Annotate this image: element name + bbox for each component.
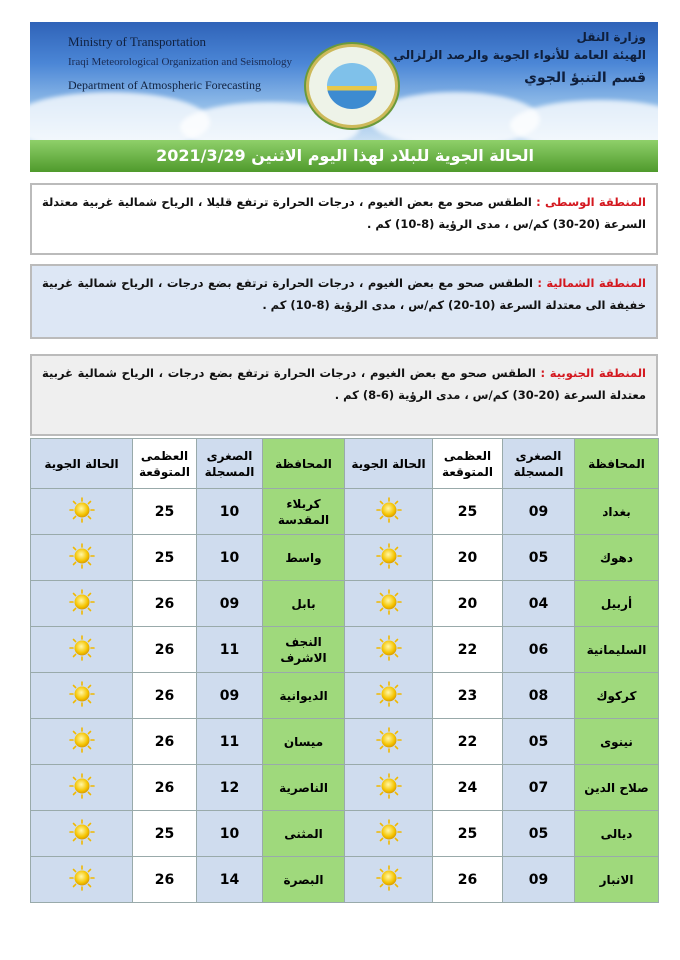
weather-cell — [31, 535, 133, 581]
province-cell: أربيل — [575, 581, 659, 627]
province-cell: صلاح الدين — [575, 765, 659, 811]
sun-icon — [376, 695, 402, 711]
min-temp-cell: 04 — [503, 581, 575, 627]
min-temp-cell: 05 — [503, 811, 575, 857]
department-name-en: Department of Atmospheric Forecasting — [68, 78, 261, 92]
sun-icon — [69, 649, 95, 665]
region-text: الطقس صحو مع بعض الغيوم ، درجات الحرارة ترتفع بضع درجات ، الرياح شمالية غربية معتدلة السرعة (20-30) كم/س ، مدى الرؤية (6-8) كم . — [42, 366, 646, 402]
min-temp-cell: 09 — [503, 857, 575, 903]
weather-cell — [345, 489, 433, 535]
department-name-ar: قسم التنبؤ الجوي — [524, 70, 646, 86]
max-temp-cell: 26 — [133, 673, 197, 719]
sun-icon — [376, 833, 402, 849]
header-province: المحافظة — [263, 439, 345, 489]
min-temp-cell: 09 — [197, 673, 263, 719]
max-temp-cell: 23 — [433, 673, 503, 719]
sun-icon — [69, 511, 95, 527]
min-temp-cell: 12 — [197, 765, 263, 811]
max-temp-cell: 26 — [133, 581, 197, 627]
sun-icon — [69, 833, 95, 849]
sun-icon — [69, 603, 95, 619]
max-temp-cell: 20 — [433, 581, 503, 627]
sun-icon — [376, 787, 402, 803]
province-cell: ديالى — [575, 811, 659, 857]
region-north — [30, 264, 658, 339]
ministry-name-en: Ministry of Transportation — [68, 34, 206, 49]
province-cell: النجف الاشرف — [263, 627, 345, 673]
sun-icon — [376, 649, 402, 665]
weather-cell — [31, 811, 133, 857]
table-row — [31, 581, 659, 627]
weather-cell — [345, 719, 433, 765]
province-cell: المثنى — [263, 811, 345, 857]
sun-icon — [376, 557, 402, 573]
max-temp-cell: 25 — [133, 811, 197, 857]
header-weather: الحالة الجوية — [345, 439, 433, 489]
header-min: الصغرى المسجلة — [503, 439, 575, 489]
min-temp-cell: 11 — [197, 719, 263, 765]
sun-icon — [376, 511, 402, 527]
province-cell: بابل — [263, 581, 345, 627]
max-temp-cell: 22 — [433, 627, 503, 673]
province-cell: السليمانية — [575, 627, 659, 673]
weather-cell — [31, 765, 133, 811]
min-temp-cell: 05 — [503, 719, 575, 765]
min-temp-cell: 06 — [503, 627, 575, 673]
table-row — [31, 673, 659, 719]
page-title: الحالة الجوية للبلاد لهذا اليوم الاثنين 2021/3/29 — [156, 146, 534, 165]
header-max: العظمى المتوقعة — [133, 439, 197, 489]
max-temp-cell: 26 — [133, 719, 197, 765]
table-row — [31, 719, 659, 765]
province-cell: نينوى — [575, 719, 659, 765]
province-cell: الانبار — [575, 857, 659, 903]
min-temp-cell: 10 — [197, 535, 263, 581]
organization-logo — [306, 44, 398, 128]
header-min: الصغرى المسجلة — [197, 439, 263, 489]
sun-icon — [376, 879, 402, 895]
header-province: المحافظة — [575, 439, 659, 489]
sun-icon — [69, 741, 95, 757]
max-temp-cell: 26 — [433, 857, 503, 903]
region-text: الطقس صحو مع بعض الغيوم ، درجات الحرارة ترتفع قليلا ، الرياح شمالية غربية معتدلة السرعة (20-30) كم/س ، مدى الرؤية (8-10) كم . — [42, 195, 646, 231]
min-temp-cell: 08 — [503, 673, 575, 719]
province-cell: ميسان — [263, 719, 345, 765]
max-temp-cell: 26 — [133, 765, 197, 811]
sun-icon — [69, 557, 95, 573]
sun-icon — [376, 741, 402, 757]
weather-cell — [345, 535, 433, 581]
organization-name-en: Iraqi Meteorological Organization and Seismology — [68, 56, 293, 68]
max-temp-cell: 24 — [433, 765, 503, 811]
sun-icon — [376, 603, 402, 619]
weather-cell — [31, 581, 133, 627]
min-temp-cell: 10 — [197, 489, 263, 535]
max-temp-cell: 25 — [133, 535, 197, 581]
title-bar — [30, 140, 658, 172]
sun-icon — [69, 787, 95, 803]
region-central — [30, 183, 658, 255]
header-weather: الحالة الجوية — [31, 439, 133, 489]
province-cell: واسط — [263, 535, 345, 581]
table-row — [31, 857, 659, 903]
province-cell: الناصرية — [263, 765, 345, 811]
weather-cell — [345, 581, 433, 627]
region-name: المنطقة الشمالية : — [537, 276, 646, 290]
min-temp-cell: 09 — [197, 581, 263, 627]
max-temp-cell: 26 — [133, 857, 197, 903]
province-cell: كركوك — [575, 673, 659, 719]
min-temp-cell: 14 — [197, 857, 263, 903]
max-temp-cell: 26 — [133, 627, 197, 673]
table-row — [31, 765, 659, 811]
max-temp-cell: 20 — [433, 535, 503, 581]
min-temp-cell: 11 — [197, 627, 263, 673]
weather-cell — [31, 857, 133, 903]
organization-name-ar: الهيئة العامة للأنواء الجوية والرصد الزلزالي — [393, 48, 646, 62]
weather-cell — [31, 719, 133, 765]
region-name: المنطقة الجنوبية : — [540, 366, 646, 380]
weather-cell — [345, 627, 433, 673]
province-cell: الديوانية — [263, 673, 345, 719]
weather-cell — [345, 811, 433, 857]
table-row — [31, 627, 659, 673]
table-header-row — [31, 439, 659, 489]
min-temp-cell: 10 — [197, 811, 263, 857]
weather-cell — [31, 627, 133, 673]
province-cell: البصرة — [263, 857, 345, 903]
weather-cell — [345, 765, 433, 811]
region-name: المنطقة الوسطى : — [536, 195, 646, 209]
table-row — [31, 535, 659, 581]
weather-cell — [345, 857, 433, 903]
sun-icon — [69, 695, 95, 711]
min-temp-cell: 09 — [503, 489, 575, 535]
min-temp-cell: 07 — [503, 765, 575, 811]
max-temp-cell: 25 — [133, 489, 197, 535]
sun-icon — [69, 879, 95, 895]
max-temp-cell: 22 — [433, 719, 503, 765]
province-cell: بغداد — [575, 489, 659, 535]
table-row — [31, 489, 659, 535]
min-temp-cell: 05 — [503, 535, 575, 581]
header-banner — [30, 22, 658, 140]
weather-cell — [31, 489, 133, 535]
weather-cell — [345, 673, 433, 719]
province-cell: كربلاء المقدسة — [263, 489, 345, 535]
table-row — [31, 811, 659, 857]
forecast-table — [30, 438, 659, 903]
province-cell: دهوك — [575, 535, 659, 581]
header-max: العظمى المتوقعة — [433, 439, 503, 489]
region-text: الطقس صحو مع بعض الغيوم ، درجات الحرارة ترتفع بضع درجات ، الرياح شمالية غربية خفيفة الى معتدلة السرعة (10-20) كم/س ، مدى الرؤية (8-10) كم . — [42, 276, 646, 312]
weather-cell — [31, 673, 133, 719]
region-south — [30, 354, 658, 436]
ministry-name-ar: وزارة النقل — [576, 30, 646, 44]
max-temp-cell: 25 — [433, 489, 503, 535]
max-temp-cell: 25 — [433, 811, 503, 857]
